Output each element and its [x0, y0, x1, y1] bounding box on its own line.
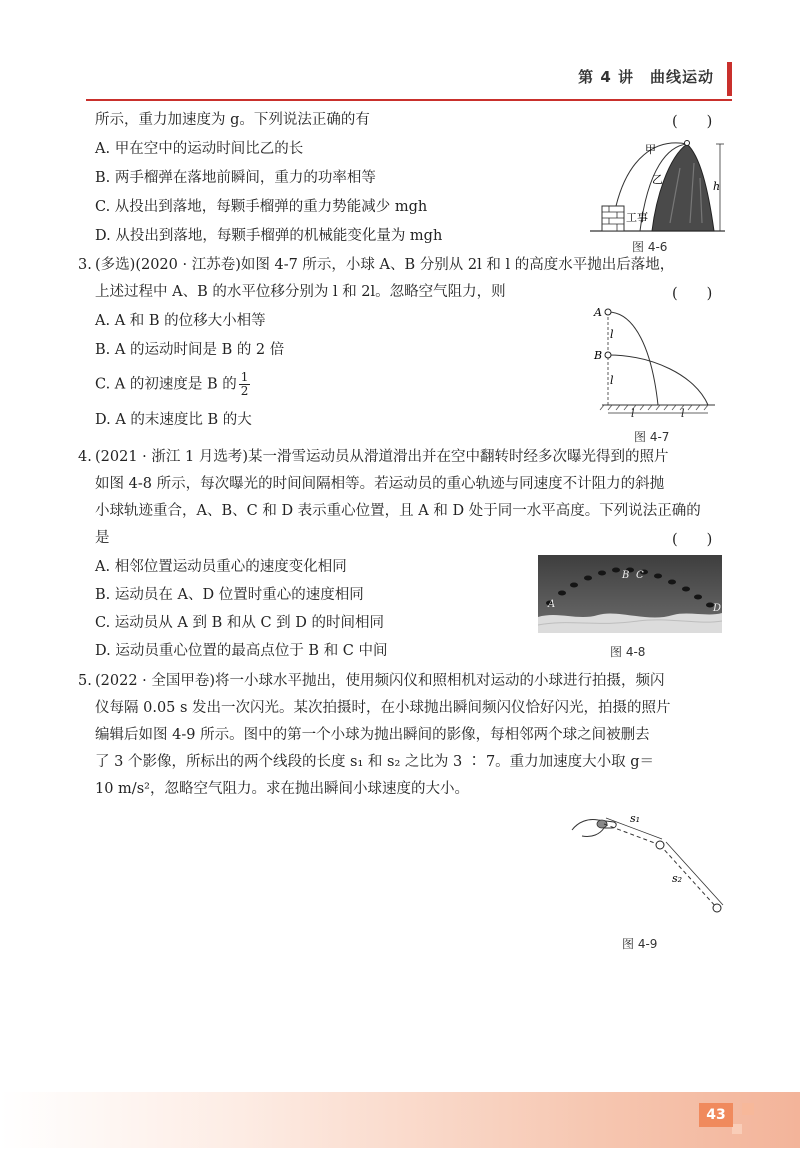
header-accent-bar — [727, 62, 732, 96]
trajectory-a — [608, 312, 658, 405]
trajectory-b — [608, 355, 708, 405]
fraction-one-half: $\frac{1}{2}$ — [240, 370, 249, 398]
q3-answer-paren: ( ) — [672, 286, 713, 302]
hand-icon — [572, 819, 616, 836]
figure-4-8-caption: 图 4-8 — [610, 645, 646, 659]
ball-3 — [713, 904, 721, 912]
q2-option-b: B. 两手榴弹在落地前瞬间，重力的功率相等 — [95, 170, 376, 186]
footer-gradient-band — [0, 1092, 800, 1148]
photo-label-a: A — [548, 599, 556, 610]
q2-stem-tail: 所示，重力加速度为 g。下列说法正确的有 — [95, 112, 370, 128]
figure-4-6-caption: 图 4-6 — [632, 240, 668, 254]
q3-option-c — [95, 371, 252, 398]
q5-stem-line4: 了 3 个影像，所标出的两个线段的长度 s₁ 和 s₂ 之比为 3 ∶ 7。重力加速度大小取 g＝ — [95, 754, 655, 770]
figure-4-9 — [570, 802, 730, 927]
ball-2 — [656, 841, 664, 849]
label-s1: s₁ — [630, 812, 641, 825]
q5-stem-line5: 10 m/s²，忽略空气阻力。求在抛出瞬间小球速度的大小。 — [95, 781, 469, 797]
photo-label-c: C — [636, 570, 644, 581]
page-number: 43 — [699, 1103, 733, 1127]
footer-deco-square — [742, 1103, 754, 1115]
q4-stem-line1: (2021 · 浙江 1 月选考)某一滑雪运动员从滑道滑出并在空中翻转时经多次曝光得到的照片 — [95, 449, 669, 465]
label-yi: 乙 — [652, 173, 663, 186]
q3-stem-line1: (多选)(2020 · 江苏卷)如图 4-7 所示，小球 A、B 分别从 2l 和 l 的高度水平抛出后落地， — [95, 257, 675, 273]
q3-option-a: A. A 和 B 的位移大小相等 — [95, 313, 266, 329]
q4-stem-line4: 是 — [95, 530, 110, 546]
ball-a — [605, 309, 611, 315]
bunker-wall — [602, 206, 624, 231]
q2-option-a: A. 甲在空中的运动时间比乙的长 — [95, 141, 304, 157]
header-rule — [86, 99, 732, 101]
label-l-lower: l — [610, 374, 614, 387]
photo-label-d: D — [713, 603, 722, 614]
label-s2: s₂ — [672, 872, 683, 885]
label-h: h — [713, 180, 721, 193]
q4-stem-line3: 小球轨迹重合，A、B、C 和 D 表示重心位置，且 A 和 D 处于同一水平高度。下列说法正确的 — [95, 503, 701, 519]
label-l-base-1: l — [631, 407, 635, 420]
label-jia: 甲 — [645, 143, 656, 156]
q3-number: 3. — [78, 257, 92, 273]
q4-option-b: B. 运动员在 A、D 位置时重心的速度相同 — [95, 587, 364, 603]
figure-4-7-caption: 图 4-7 — [634, 430, 670, 444]
q3-stem-line2: 上述过程中 A、B 的水平位移分别为 l 和 2l。忽略空气阻力，则 — [95, 284, 506, 300]
q3-option-d: D. A 的末速度比 B 的大 — [95, 412, 252, 428]
label-l-base-2: l — [681, 407, 685, 420]
label-gongshi: 工事 — [626, 211, 648, 224]
q3-option-c-text: C. A 的初速度是 B 的 — [95, 376, 237, 393]
mountain — [652, 144, 714, 231]
q4-option-a: A. 相邻位置运动员重心的速度变化相同 — [95, 559, 347, 575]
label-a: A — [594, 306, 602, 319]
label-b: B — [594, 349, 603, 362]
q5-number: 5. — [78, 673, 92, 689]
ball-b — [605, 352, 611, 358]
photo-label-b: B — [622, 570, 630, 581]
q4-number: 4. — [78, 449, 92, 465]
q5-stem-line2: 仪每隔 0.05 s 发出一次闪光。某次拍摄时，在小球抛出瞬间频闪仪恰好闪光，拍摄的照片 — [95, 700, 671, 716]
label-l-upper: l — [610, 328, 614, 341]
q5-stem-line3: 编辑后如图 4-9 所示。图中的第一个小球为抛出瞬间的影像，每相邻两个球之间被删去 — [95, 727, 650, 743]
q4-option-d: D. 运动员重心位置的最高点位于 B 和 C 中间 — [95, 643, 388, 659]
q4-stem-line2: 如图 4-8 所示，每次曝光的时间间隔相等。若运动员的重心轨迹与同速度不计阻力的斜抛 — [95, 476, 665, 492]
q2-answer-paren: ( ) — [672, 114, 713, 130]
q3-option-b: B. A 的运动时间是 B 的 2 倍 — [95, 342, 285, 358]
q4-answer-paren: ( ) — [672, 532, 713, 548]
figure-4-6 — [590, 128, 730, 240]
figure-4-8-photo — [538, 555, 722, 633]
q2-option-d: D. 从投出到落地，每颗手榴弹的机械能变化量为 mgh — [95, 228, 443, 244]
q5-stem-line1: (2022 · 全国甲卷)将一小球水平抛出，使用频闪仪和照相机对运动的小球进行拍摄，频闪 — [95, 673, 665, 689]
q2-option-c: C. 从投出到落地，每颗手榴弹的重力势能减少 mgh — [95, 199, 428, 215]
footer-deco-square-small — [732, 1124, 742, 1134]
figure-4-7 — [590, 300, 720, 422]
q4-option-c: C. 运动员从 A 到 B 和从 C 到 D 的时间相同 — [95, 615, 385, 631]
figure-4-9-caption: 图 4-9 — [622, 937, 658, 951]
chapter-header: 第 4 讲 曲线运动 — [578, 68, 714, 86]
